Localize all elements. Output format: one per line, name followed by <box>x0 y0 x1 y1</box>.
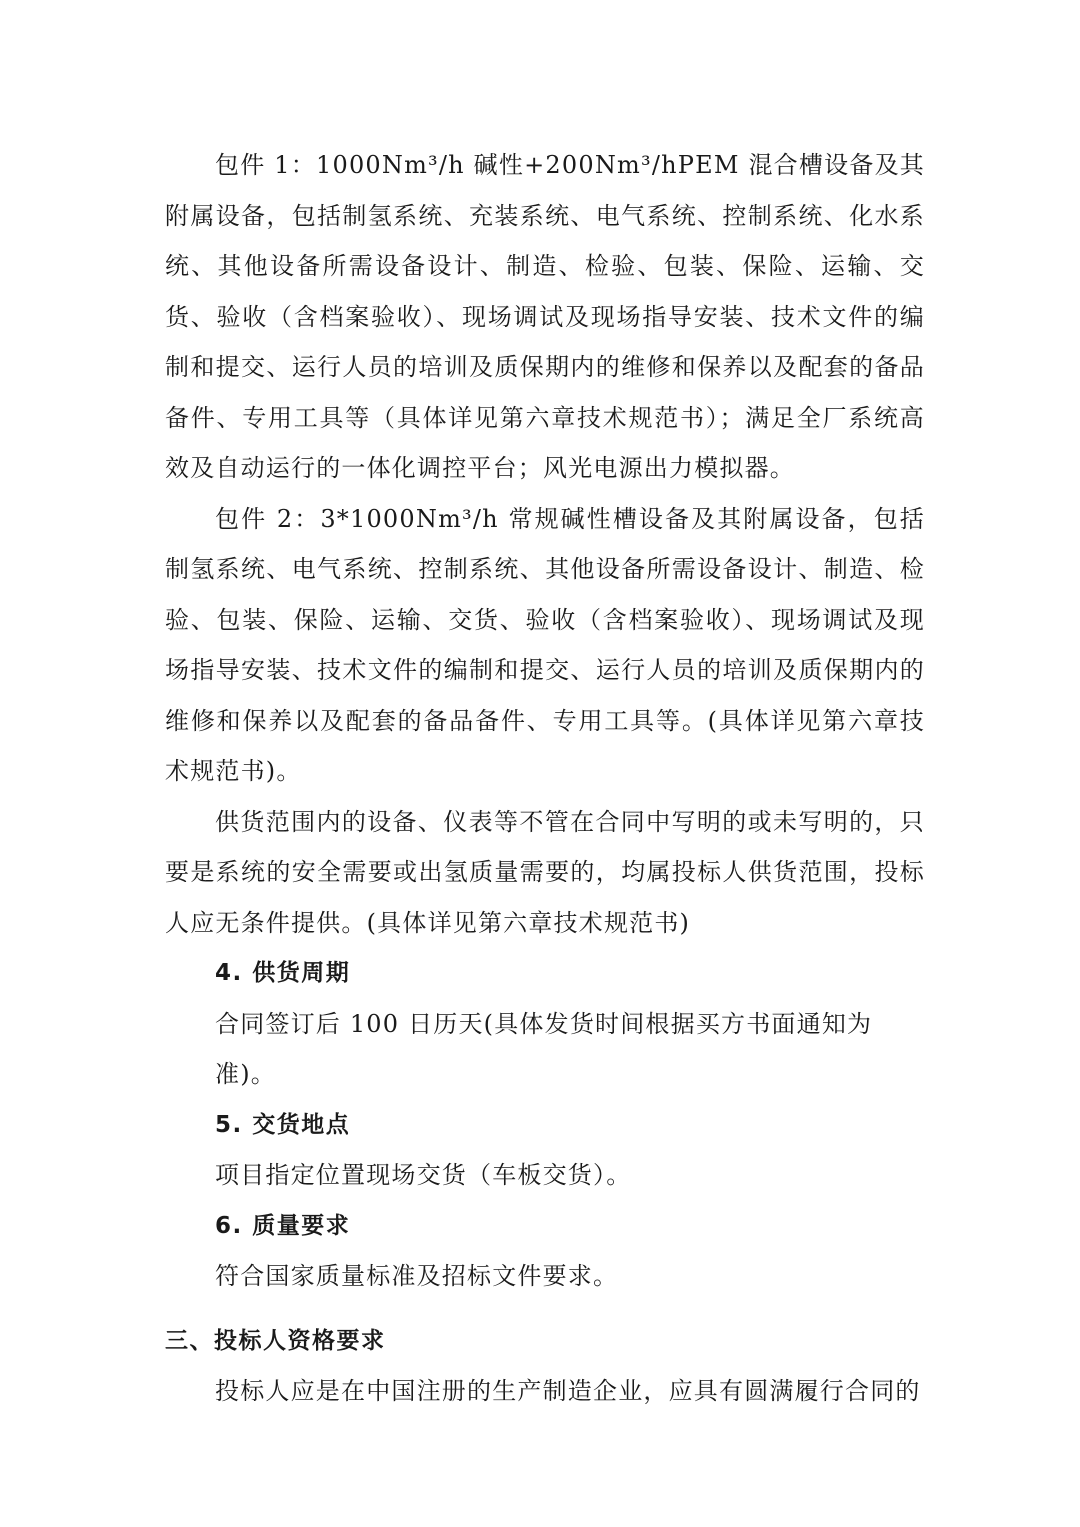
heading-supply-period: 4. 供货周期 <box>215 960 351 986</box>
heading-delivery-location: 5. 交货地点 <box>215 1111 351 1138</box>
bidder-qualifications-text: 投标人应是在中国注册的生产制造企业，应具有圆满履行合同的 <box>215 1377 921 1405</box>
delivery-location-text: 项目指定位置现场交货（车板交货）。 <box>215 1161 632 1189</box>
supply-period-text: 合同签订后 100 日历天(具体发货时间根据买方书面通知为准)。 <box>215 1009 873 1088</box>
heading-quality-requirements: 6. 质量要求 <box>215 1212 351 1239</box>
package-2-paragraph: 包件 2：3*1000Nm³/h 常规碱性槽设备及其附属设备，包括制氢系统、电气系统、控制系统、其他设备所需设备设计、制造、检验、包装、保险、运输、交货、验收（含档案验收）、现场调试及现场指导安装、技术文件的编制和提交、运行人员的培训及质保期内的维修和保养以及配套的备品备件、专用工具等。(具体详见第六章技术规范书)。 <box>165 504 925 785</box>
document-body <box>165 140 925 1417</box>
quality-requirements-text: 符合国家质量标准及招标文件要求。 <box>215 1262 619 1290</box>
supply-scope-paragraph: 供货范围内的设备、仪表等不管在合同中写明的或未写明的，只要是系统的安全需要或出氢质量需要的，均属投标人供货范围，投标人应无条件提供。(具体详见第六章技术规范书) <box>165 807 925 937</box>
package-1-paragraph: 包件 1：1000Nm³/h 碱性+200Nm³/hPEM 混合槽设备及其附属设备，包括制氢系统、充装系统、电气系统、控制系统、化水系统、其他设备所需设备设计、制造、检验、包装、保险、运输、交货、验收（含档案验收）、现场调试及现场指导安装、技术文件的编制和提交、运行人员的培训及质保期内的维修和保养以及配套的备品备件、专用工具等（具体详见第六章技术规范书）；满足全厂系统高效及自动运行的一体化调控平台；风光电源出力模拟器。 <box>165 151 925 482</box>
section-bidder-qualifications: 三、投标人资格要求 <box>165 1327 386 1354</box>
